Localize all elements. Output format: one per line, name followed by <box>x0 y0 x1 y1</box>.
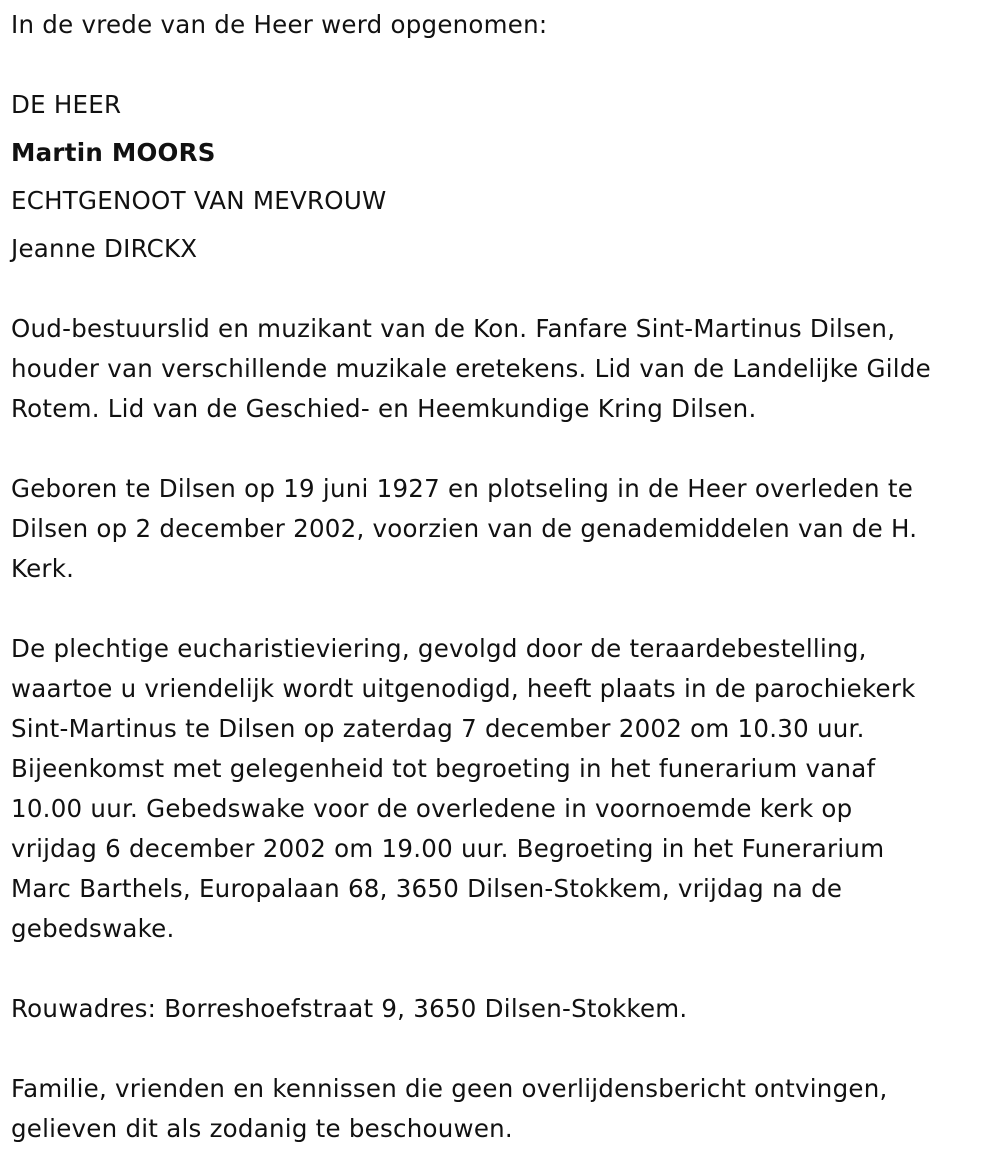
intro-line: In de vrede van de Heer werd opgenomen: <box>11 10 548 39</box>
bio-line: Oud-bestuurslid en muzikant van de Kon. Fanfare Sint-Martinus Dilsen, <box>11 314 896 343</box>
birth-death-line: Kerk. <box>11 554 75 583</box>
title-line: DE HEER <box>11 90 122 119</box>
bio-line: houder van verschillende muzikale eretekens. Lid van de Landelijke Gilde <box>11 354 931 383</box>
mourning-address: Rouwadres: Borreshoefstraat 9, 3650 Dilsen-Stokkem. <box>11 994 688 1023</box>
closing-line: gelieven dit als zodanig te beschouwen. <box>11 1114 513 1143</box>
spouse-label: ECHTGENOOT VAN MEVROUW <box>11 186 387 215</box>
ceremony-line: 10.00 uur. Gebedswake voor de overledene in voornoemde kerk op <box>11 794 853 823</box>
ceremony-line: Bijeenkomst met gelegenheid tot begroeting in het funerarium vanaf <box>11 754 876 783</box>
bio-line: Rotem. Lid van de Geschied- en Heemkundige Kring Dilsen. <box>11 394 757 423</box>
ceremony-line: De plechtige eucharistieviering, gevolgd door de teraardebestelling, <box>11 634 867 663</box>
birth-death-line: Geboren te Dilsen op 19 juni 1927 en plotseling in de Heer overleden te <box>11 474 914 503</box>
ceremony-line: waartoe u vriendelijk wordt uitgenodigd, heeft plaats in de parochiekerk <box>11 674 916 703</box>
ceremony-line: Marc Barthels, Europalaan 68, 3650 Dilsen-Stokkem, vrijdag na de <box>11 874 843 903</box>
ceremony-line: gebedswake. <box>11 914 175 943</box>
spouse-name: Jeanne DIRCKX <box>11 234 198 263</box>
closing-line: Familie, vrienden en kennissen die geen overlijdensbericht ontvingen, <box>11 1074 888 1103</box>
ceremony-line: vrijdag 6 december 2002 om 19.00 uur. Begroeting in het Funerarium <box>11 834 885 863</box>
ceremony-line: Sint-Martinus te Dilsen op zaterdag 7 december 2002 om 10.30 uur. <box>11 714 865 743</box>
deceased-name: Martin MOORS <box>11 138 216 167</box>
birth-death-line: Dilsen op 2 december 2002, voorzien van de genademiddelen van de H. <box>11 514 918 543</box>
